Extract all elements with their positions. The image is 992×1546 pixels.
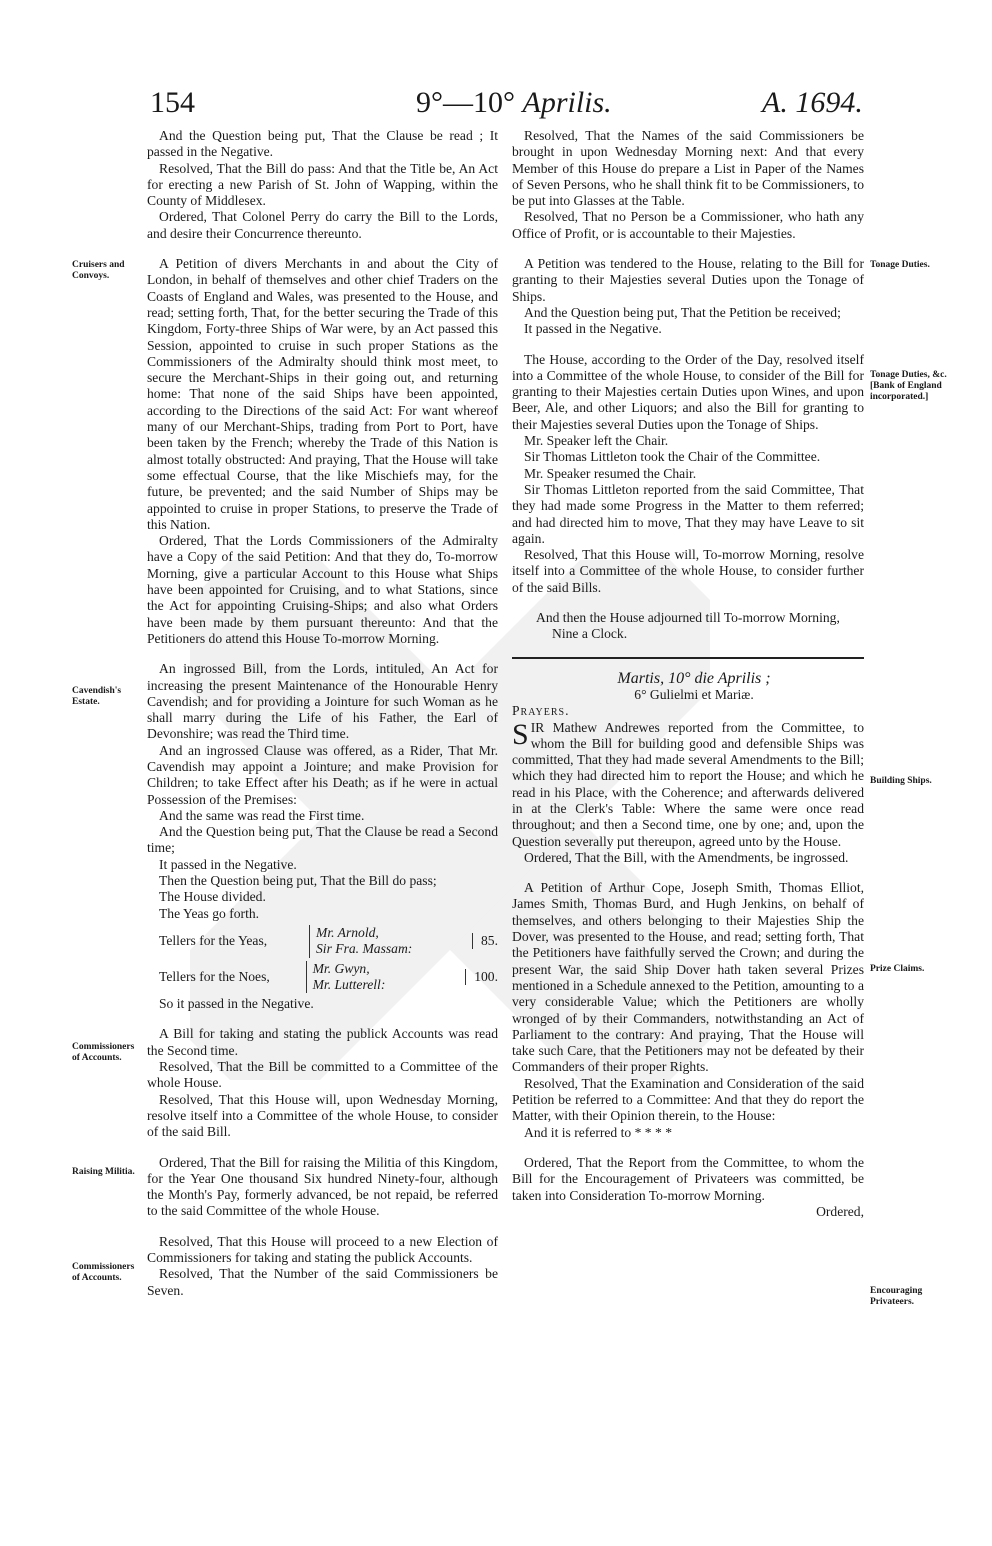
- date-month: Aprilis.: [522, 86, 612, 119]
- paragraph: So it passed in the Negative.: [159, 996, 314, 1012]
- paragraph: Resolved, That the Examination and Consideration of the said Petition be referred to a Committee: And that they do report the Matter, with their Opinion therein, to the House:: [512, 1075, 864, 1124]
- tellers-yeas-count: 85.: [472, 933, 498, 949]
- page-header: [0, 86, 992, 126]
- paragraph: Sir Thomas Littleton took the Chair of the Committee.: [524, 449, 821, 465]
- section-divider: [512, 657, 864, 659]
- page-number: 154: [150, 86, 195, 119]
- date-prefix: 9°—10°: [416, 86, 515, 119]
- paragraph: And the Question being put, That the Petition be received;: [524, 304, 841, 320]
- tellers-noes-names: [306, 961, 460, 994]
- margin-note-privateers: Encouraging Privateers.: [870, 1286, 923, 1307]
- paragraph: Ordered, That the Bill for raising the Militia of this Kingdom, for the Year One thousand Six hundred Ninety-four, although the Month's Pay, formerly advanced, be not repaid, be referred to the said Committee of the whole House.: [147, 1154, 498, 1219]
- paragraph-text: IR Mathew Andrewes reported from the Committee, to whom the Bill for building good and defensible Ships was committed, That they had made several Amendments to the Bill; which they had directed him to report the House; and which he read in his Place, with the Coherence; and afterwards delivered in at the Clerk's Table: Where the same were once read throughout; and then a Second time, one by one; and, upon the Question severally put thereupon, agreed unto by the House.: [512, 719, 864, 849]
- paragraph: Resolved, That this House will, upon Wednesday Morning, resolve itself into a Committee of the whole House, to consider of the said Bill.: [147, 1091, 498, 1140]
- paragraph: And an ingrossed Clause was offered, as a Rider, That Mr. Cavendish may appoint a Jointure; and make Provision for Children; to take Effect after his Death; as if he were in actual Possession of the Premises:: [147, 742, 498, 807]
- paragraph: Resolved, That the Names of the said Commissioners be brought in upon Wednesday Morning next: And that every Member of this House do prepare a List in Paper of the Names of Seven Persons, who he shall think fit to be Commissioners, to be put into Glasses at the Table.: [512, 128, 864, 209]
- paragraph: A Petition of divers Merchants in and about the City of London, in behalf of themselves and other chief Traders on the Coasts of England and Wales, was presented to the House, and read; setting forth, That, for the better securing the Trade of this Kingdom, Forty-three Ships of War were, by an Act passed this Session, appointed to cruise in such proper Stations as the Commissioners of the Admiralty should think most meet, to secure the Merchant-Ships in their going out, and returning home: That none of the said Ships have been appointed, according to the Directions of the said Act: For want whereof many of our Merchant-Ships, trading from Port to Port, have been taken by the French; whereby the Trade of this Nation is almost totally obstructed: And praying, That the House will take some effectual Course, that the like Mischiefs may, for the future, be prevented; and the said Number of Ships may be appointed to cruise in proper Stations, to preserve the Trade of this Nation.: [147, 256, 498, 532]
- paragraph: And the Question being put, That the Clause be read a Second time;: [147, 824, 498, 856]
- paragraph: Ordered, That Colonel Perry do carry the Bill to the Lords, and desire their Concurrence thereunto.: [147, 209, 498, 241]
- year-heading: A. 1694.: [762, 86, 863, 119]
- left-column: [147, 128, 498, 1299]
- paragraph: Resolved, That this House will, To-morrow Morning, resolve itself into a Committee of the whole House, to consider further of the said Bills.: [512, 547, 864, 595]
- paragraph: An ingrossed Bill, from the Lords, intituled, An Act for increasing the present Maintenance of the Honourable Henry Cavendish; and for providing a Jointure for such Woman as he shall marry during the Life of his Father, the Earl of Devonshire; was read the Third time.: [147, 661, 498, 742]
- paragraph: And the same was read the First time.: [159, 807, 365, 823]
- paragraph: Resolved, That the Bill be committed to a Committee of the whole House.: [147, 1059, 498, 1091]
- paragraph: A Bill for taking and stating the publick Accounts was read the Second time.: [147, 1026, 498, 1058]
- catchword: Ordered,: [816, 1203, 864, 1219]
- teller-name: Mr. Gwyn,: [312, 960, 370, 976]
- paragraph: Mr. Speaker resumed the Chair.: [524, 465, 697, 481]
- paragraph: Mr. Speaker left the Chair.: [524, 433, 669, 449]
- paragraph: And the Question being put, That the Clause be read ; It passed in the Negative.: [147, 128, 498, 160]
- margin-note-militia: Raising Militia.: [72, 1167, 135, 1177]
- tellers-yeas: [147, 925, 498, 958]
- tellers-yeas-label: Tellers for the Yeas,: [159, 933, 268, 949]
- margin-note-commissioners-2: Commissioners of Accounts.: [72, 1262, 135, 1283]
- teller-name: Mr. Lutterell:: [312, 976, 386, 992]
- paragraph: Sir Thomas Littleton reported from the said Committee, That they had made some Progress in the Matter to them referred; and had directed him to move, That they may have Leave to sit again.: [512, 481, 864, 546]
- date-heading: [416, 86, 612, 120]
- paragraph: [512, 717, 864, 850]
- paragraph: It passed in the Negative.: [159, 856, 297, 872]
- paragraph: It passed in the Negative.: [524, 321, 662, 337]
- tellers-noes-count: 100.: [465, 969, 498, 985]
- paragraph: And it is referred to * * * *: [524, 1124, 672, 1140]
- margin-note-building: Building Ships.: [870, 776, 932, 786]
- tellers-noes-label: Tellers for the Noes,: [159, 968, 270, 984]
- margin-note-cavendish: Cavendish's Estate.: [72, 686, 122, 707]
- adjournment-note: And then the House adjourned till To-morrow Morning, Nine a Clock.: [536, 610, 840, 642]
- margin-note-commissioners: Commissioners of Accounts.: [72, 1042, 135, 1063]
- prayers-heading: Prayers.: [512, 703, 570, 719]
- margin-note-cruisers: Cruisers and Convoys.: [72, 260, 125, 281]
- paragraph: Ordered, That the Bill, with the Amendments, be ingrossed.: [524, 849, 849, 865]
- margin-note-prize: Prize Claims.: [870, 964, 925, 974]
- day-subheading: 6° Gulielmi et Mariæ.: [634, 686, 754, 702]
- paragraph: A Petition was tendered to the House, relating to the Bill for granting to their Majesties several Duties upon the Tonage of Ships.: [512, 256, 864, 304]
- tellers-noes: [147, 961, 498, 994]
- right-column: [512, 128, 864, 1220]
- tellers-yeas-names: [309, 925, 466, 958]
- paragraph: Resolved, That the Bill do pass: And that the Title be, An Act for erecting a new Parish of St. John of Wapping, within the County of Middlesex.: [147, 160, 498, 209]
- paragraph: The House, according to the Order of the Day, resolved itself into a Committee of the whole House, to consider of the Bill for granting to their Majesties certain Duties upon Wines, and upon Beer, Ale, and other Liquors; and also the Bill for granting to their Majesties several Duties upon the Tonage of Ships.: [512, 351, 864, 432]
- margin-note-tonage-2: Tonage Duties, &c. [Bank of England incorporated.]: [870, 370, 947, 402]
- paragraph: Resolved, That the Number of the said Commissioners be Seven.: [147, 1266, 498, 1298]
- paragraph: A Petition of Arthur Cope, Joseph Smith, Thomas Elliot, James Smith, Thomas Burd, and Hugh Jenkins, on behalf of themselves, and others belonging to their Majesties Ship the Dover, was presented to the House, and read; setting forth, That the Petitioners have faithfully served the Crown; and during the present War, the said Ship Dover hath taken several Prizes mentioned in a Schedule annexed to the Petition, amounting to a very considerable Value; which the Petitioners are wholly wronged of by their Commanders, notwithstanding an Act of Parliament to the contrary: And praying, That the House will take such Care, that the Petitioners may not be defeated by their Commanders of their proper Rights.: [512, 880, 864, 1075]
- day-heading: Martis, 10° die Aprilis ;: [617, 669, 771, 687]
- paragraph: The Yeas go forth.: [159, 905, 260, 921]
- paragraph: Resolved, That no Person be a Commissioner, who hath any Office of Profit, or is accountable to their Majesties.: [512, 209, 864, 241]
- paragraph: Ordered, That the Lords Commissioners of the Admiralty have a Copy of the said Petition: And that they do, To-morrow Morning, give a particular Account to this House what Ships have been appointed for Cruising, and to what Stations, since the Act for appointing Cruising-Ships; and also what Orders have been made by them pursuant thereunto: And that the Petitioners do attend this House To-morrow Morning.: [147, 533, 498, 646]
- teller-name: Mr. Arnold,: [316, 924, 379, 940]
- drop-cap: S: [512, 717, 529, 751]
- paragraph: Resolved, That this House will proceed to a new Election of Commissioners for taking and stating the publick Accounts.: [147, 1233, 498, 1265]
- paragraph: Then the Question being put, That the Bill do pass;: [159, 873, 437, 889]
- teller-name: Sir Fra. Massam:: [316, 941, 413, 957]
- margin-note-tonage: Tonage Duties.: [870, 260, 930, 270]
- paragraph: The House divided.: [159, 889, 266, 905]
- paragraph: Ordered, That the Report from the Committee, to whom the Bill for the Encouragement of Privateers was committed, be taken into Consideration To-morrow Morning.: [512, 1154, 864, 1203]
